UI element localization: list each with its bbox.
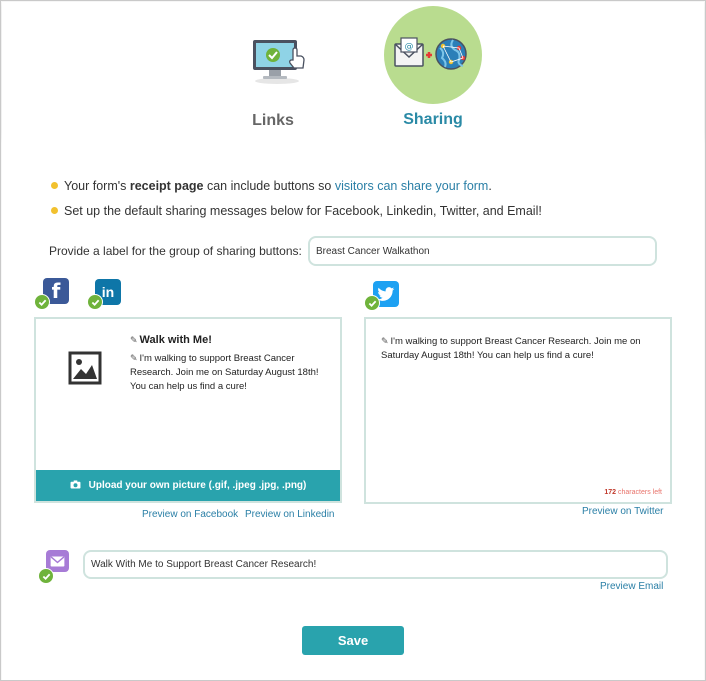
- email-globe-icon: [393, 36, 473, 76]
- upload-picture-button[interactable]: [36, 470, 340, 501]
- facebook-message[interactable]: [130, 351, 336, 394]
- bullet-dot: [51, 182, 58, 189]
- characters-left-counter: [604, 489, 662, 496]
- facebook-message-text: I'm walking to support Breast Cancer Research. Join me on Saturday August 18th! You can help us find a cure!: [130, 353, 319, 392]
- info-line1-suffix: .: [488, 179, 492, 193]
- characters-left-count: 172: [604, 489, 617, 496]
- preview-linkedin-link[interactable]: Preview on Linkedin: [245, 509, 335, 520]
- tab-links[interactable]: [223, 21, 323, 136]
- pencil-icon: ✎: [130, 335, 138, 345]
- image-placeholder-icon: [68, 351, 102, 385]
- info-line1-middle: can include buttons so: [203, 179, 335, 193]
- svg-text:@: @: [404, 42, 414, 52]
- twitter-message[interactable]: [381, 334, 666, 363]
- email-subject-input[interactable]: Walk With Me to Support Breast Cancer Research!: [83, 550, 668, 579]
- facebook-share-card: [34, 317, 342, 503]
- characters-left-label: characters left: [616, 489, 662, 496]
- facebook-title-text: Walk with Me!: [139, 334, 212, 346]
- info-line-receipt: [51, 179, 492, 193]
- preview-email-link[interactable]: Preview Email: [600, 581, 664, 592]
- tab-sharing-label: Sharing: [403, 111, 463, 128]
- check-icon: [364, 295, 380, 311]
- upload-picture-label: Upload your own picture (.gif, .jpeg .jpg, .png): [88, 480, 307, 491]
- camera-icon: [70, 480, 81, 492]
- info-line-defaults: [51, 204, 542, 218]
- group-label-input[interactable]: Breast Cancer Walkathon: [308, 236, 657, 266]
- tab-sharing[interactable]: [373, 6, 493, 136]
- linkedin-icon[interactable]: in: [95, 279, 121, 305]
- save-button[interactable]: Save: [302, 626, 404, 655]
- info-line1-bold: receipt page: [129, 179, 204, 193]
- preview-twitter-link[interactable]: Preview on Twitter: [582, 506, 664, 517]
- facebook-icon[interactable]: f: [43, 278, 69, 304]
- pencil-icon: ✎: [381, 336, 389, 346]
- check-icon: [87, 294, 103, 310]
- info-line2-text: Set up the default sharing messages below for Facebook, Linkedin, Twitter, and Email!: [64, 204, 542, 218]
- pencil-icon: ✎: [130, 353, 138, 363]
- check-icon: [38, 568, 54, 584]
- twitter-share-card[interactable]: [364, 317, 672, 504]
- group-label-prompt: Provide a label for the group of sharing buttons:: [49, 244, 302, 258]
- bullet-dot: [51, 207, 58, 214]
- info-line1-prefix: Your form's: [64, 179, 130, 193]
- check-icon: [34, 294, 50, 310]
- preview-facebook-link[interactable]: Preview on Facebook: [142, 509, 239, 520]
- tab-links-label: Links: [252, 112, 294, 129]
- tab-header: [2, 2, 704, 137]
- visitors-share-link[interactable]: visitors can share your form: [334, 179, 489, 193]
- facebook-title[interactable]: [130, 334, 212, 346]
- monitor-check-icon: [249, 36, 309, 86]
- twitter-message-text: I'm walking to support Breast Cancer Research. Join me on Saturday August 18th! You can help us find a cure!: [381, 336, 641, 361]
